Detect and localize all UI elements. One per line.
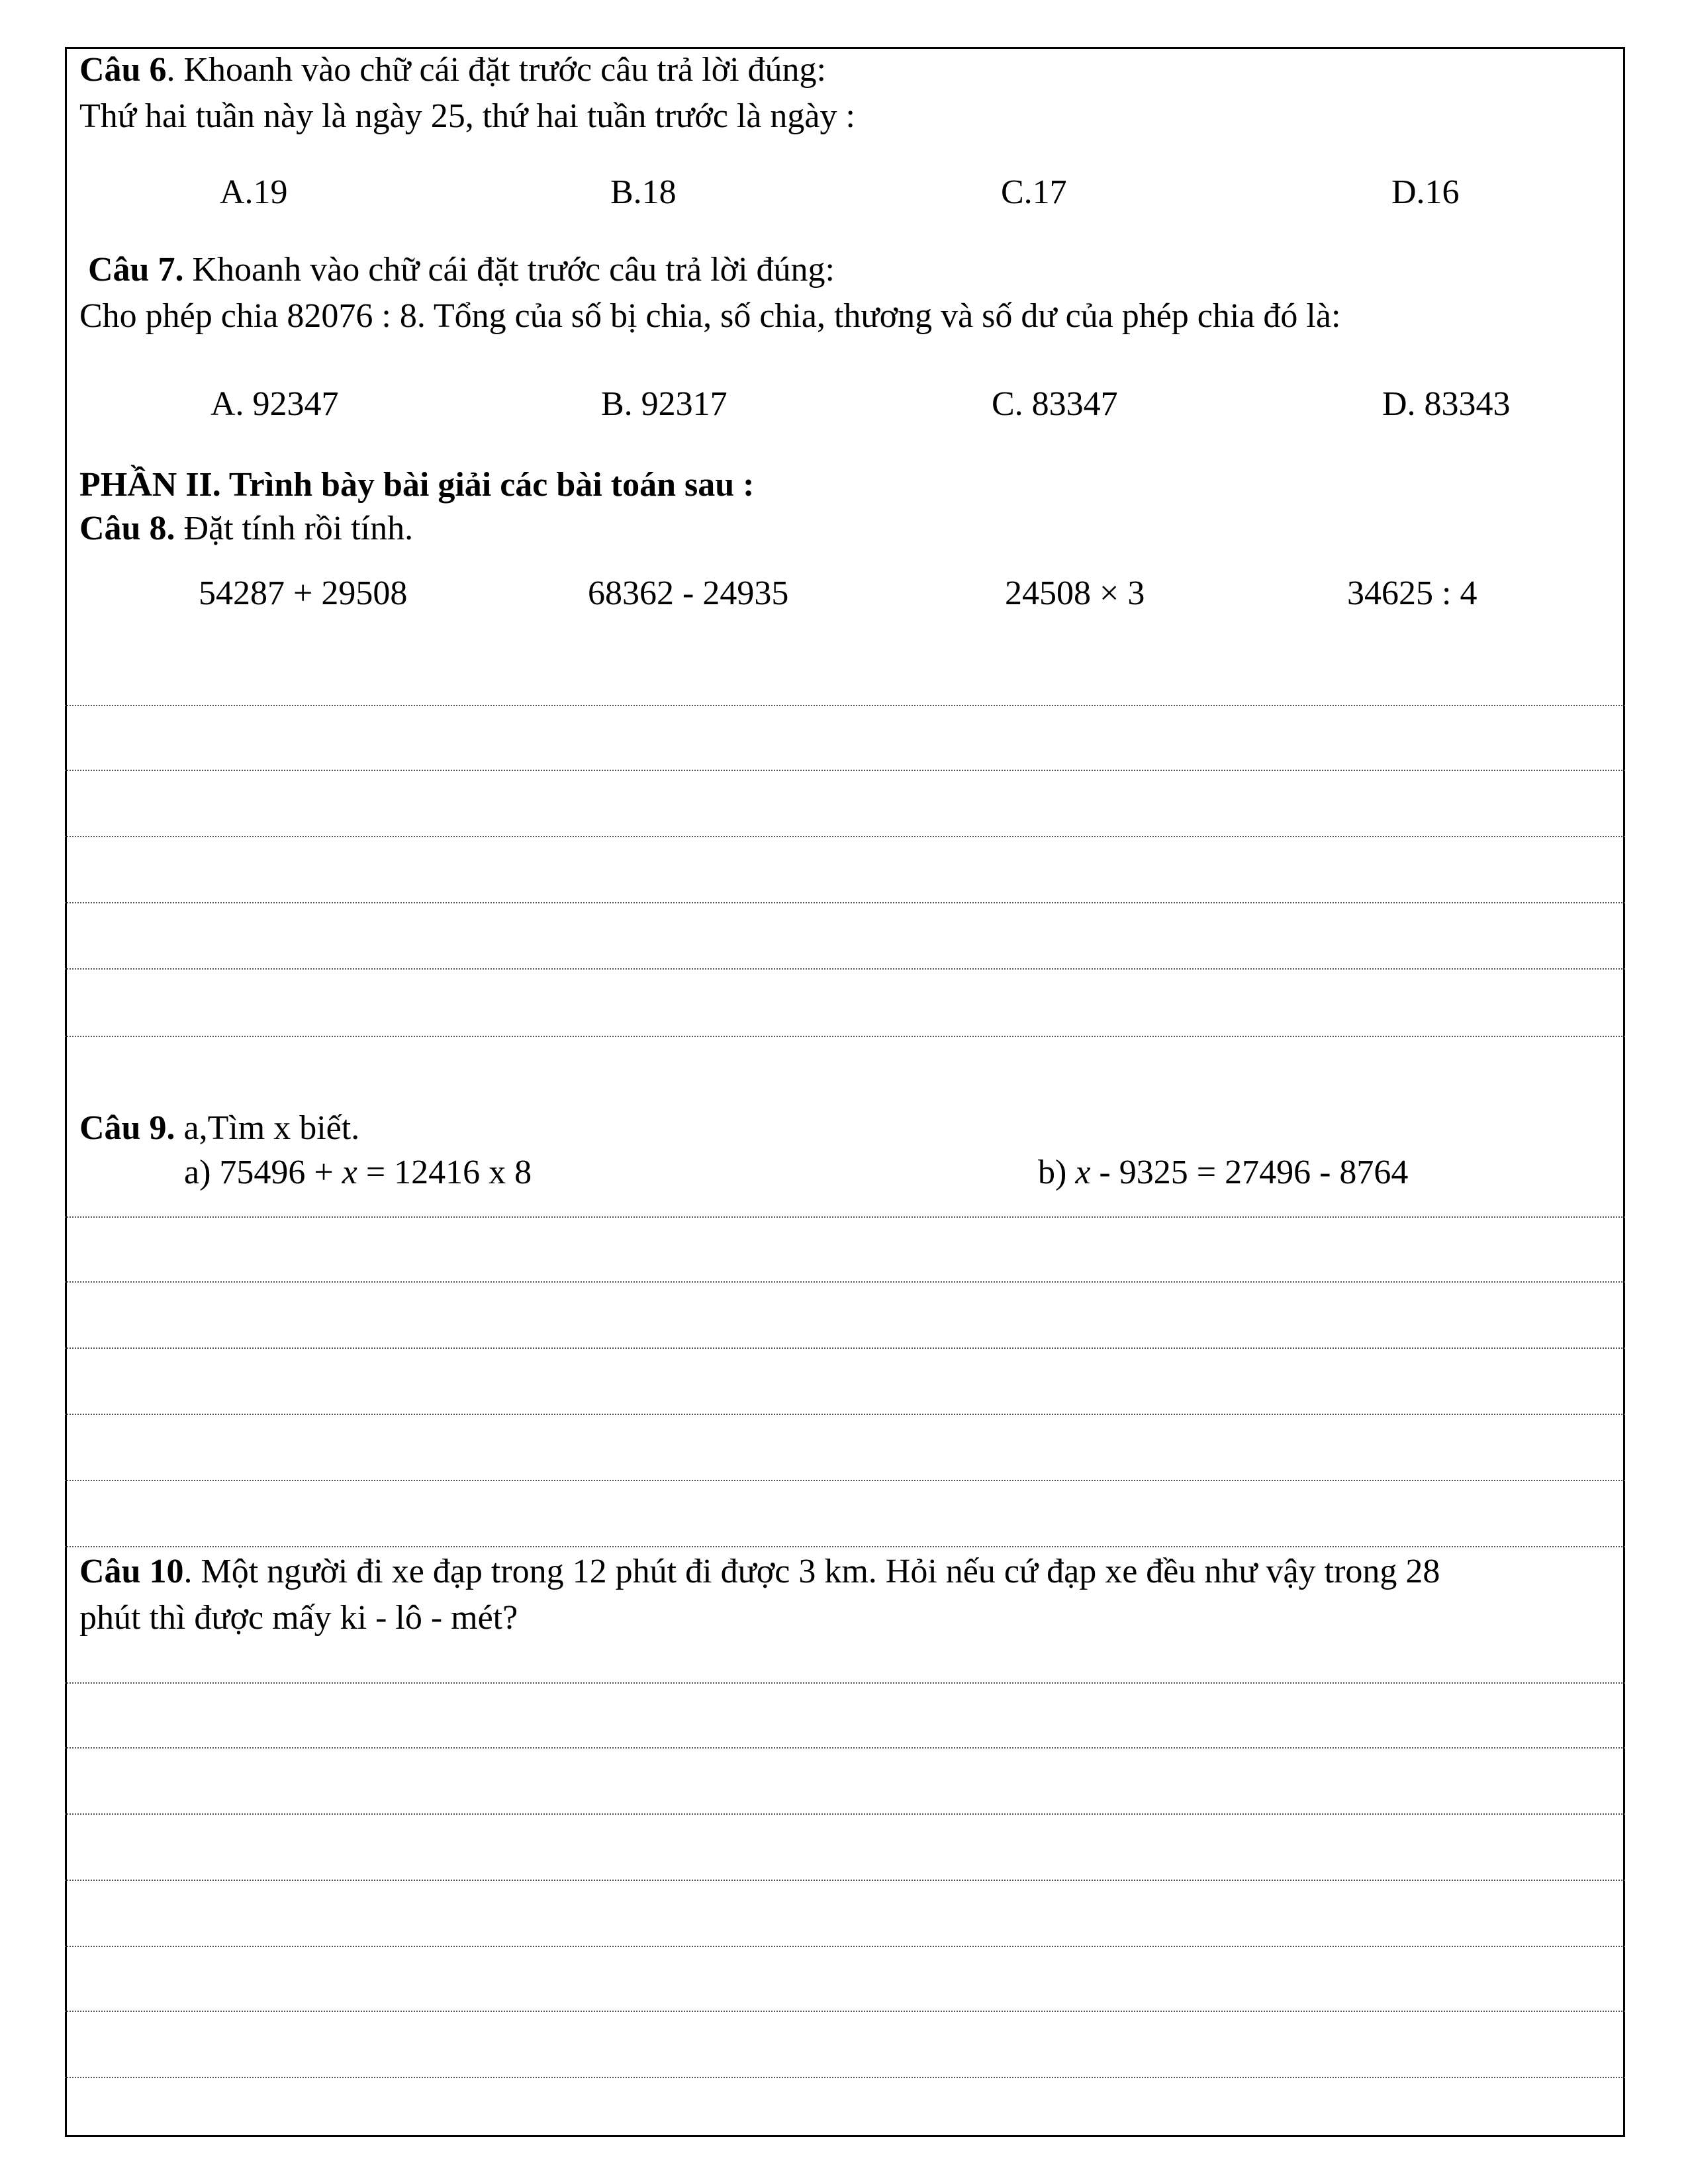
- q10-line-1-text: . Một người đi xe đạp trong 12 phút đi được 3 km. Hỏi nếu cứ đạp xe đều như vậy trong 28: [183, 1553, 1440, 1590]
- answer-line: [65, 705, 1625, 706]
- q9-instruction: [79, 1109, 359, 1148]
- answer-line: [65, 1946, 1625, 1947]
- answer-line: [65, 1414, 1625, 1415]
- q7-option-d: D. 83343: [1382, 385, 1511, 423]
- q9-part-a: [184, 1153, 532, 1193]
- q6-instruction-text: . Khoanh vào chữ cái đặt trước câu trả lời đúng:: [166, 51, 826, 89]
- answer-line: [65, 1546, 1625, 1547]
- q6-option-b: B.18: [610, 173, 677, 211]
- q8-problem-2: 68362 - 24935: [588, 574, 789, 612]
- q9-b-var: x: [1075, 1154, 1091, 1191]
- answer-line: [65, 1880, 1625, 1881]
- answer-line: [65, 1281, 1625, 1283]
- q8-problem-1: 54287 + 29508: [199, 574, 408, 612]
- worksheet-frame: [65, 47, 1625, 2137]
- q8-label: Câu 8.: [79, 510, 175, 547]
- q8-instruction: [79, 509, 413, 549]
- q10-line-2: phút thì được mấy ki - lô - mét?: [79, 1599, 518, 1637]
- q9-b-prefix: b): [1038, 1154, 1076, 1191]
- q9-a-prefix: a) 75496 +: [184, 1154, 342, 1191]
- q6-question: Thứ hai tuần này là ngày 25, thứ hai tuần trước là ngày :: [79, 97, 855, 135]
- q9-b-suffix: - 9325 = 27496 - 8764: [1090, 1154, 1409, 1191]
- q7-option-c: C. 83347: [992, 385, 1118, 423]
- q7-instruction: [88, 250, 835, 290]
- q7-label: Câu 7.: [88, 251, 184, 289]
- q7-question: Cho phép chia 82076 : 8. Tổng của số bị chia, số chia, thương và số dư của phép chia đó là:: [79, 297, 1341, 335]
- q9-a-suffix: = 12416 x 8: [357, 1154, 532, 1191]
- q10-label: Câu 10: [79, 1553, 184, 1590]
- answer-line: [65, 836, 1625, 837]
- answer-line: [65, 968, 1625, 970]
- q7-option-a: A. 92347: [211, 385, 339, 423]
- q8-instruction-text: Đặt tính rồi tính.: [175, 510, 414, 547]
- q7-option-b: B. 92317: [601, 385, 727, 423]
- answer-line: [65, 1813, 1625, 1815]
- answer-line: [65, 1682, 1625, 1684]
- q8-problem-4: 34625 : 4: [1347, 574, 1477, 612]
- q6-option-d: D.16: [1391, 173, 1460, 211]
- q6-label: Câu 6: [79, 51, 167, 89]
- answer-line: [65, 1347, 1625, 1349]
- q9-label: Câu 9.: [79, 1109, 175, 1147]
- q7-instruction-text: Khoanh vào chữ cái đặt trước câu trả lời đúng:: [183, 251, 835, 289]
- q6-option-c: C.17: [1001, 173, 1067, 211]
- q6-instruction: [79, 50, 826, 90]
- q9-a-var: x: [342, 1154, 357, 1191]
- q6-option-a: A.19: [220, 173, 288, 211]
- answer-line: [65, 2077, 1625, 2078]
- answer-line: [65, 1480, 1625, 1481]
- answer-line: [65, 902, 1625, 903]
- answer-line: [65, 2011, 1625, 2012]
- answer-line: [65, 1747, 1625, 1749]
- q9-part-b: [1038, 1153, 1408, 1193]
- q9-instruction-text: a,Tìm x biết.: [175, 1109, 360, 1147]
- q10-line-1: [79, 1552, 1440, 1592]
- part2-heading: PHẦN II. Trình bày bài giải các bài toán sau :: [79, 466, 755, 504]
- answer-line: [65, 1216, 1625, 1218]
- answer-line: [65, 1036, 1625, 1037]
- answer-line: [65, 770, 1625, 771]
- q8-problem-3: 24508 × 3: [1005, 574, 1145, 612]
